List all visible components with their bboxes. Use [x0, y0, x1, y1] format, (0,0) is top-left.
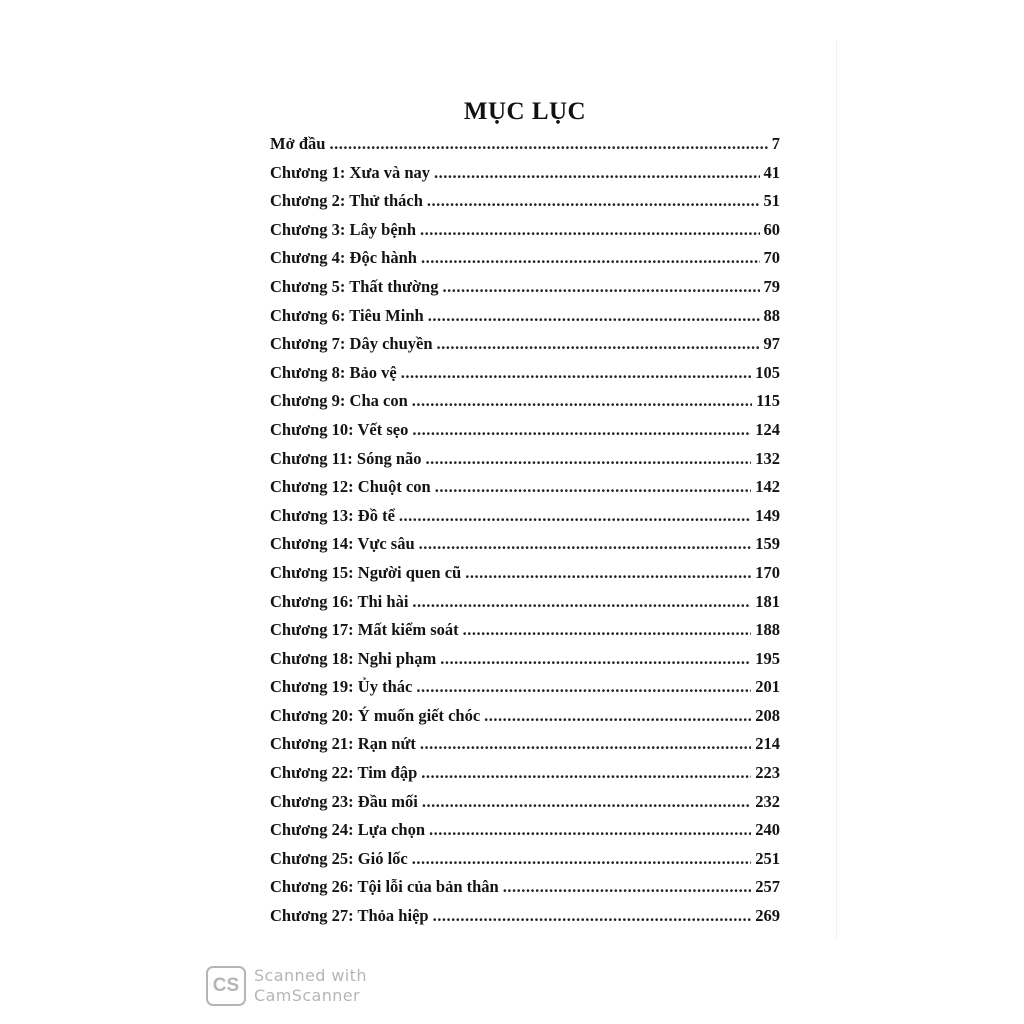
camscanner-watermark — [206, 966, 367, 1006]
toc-entry-label: Chương 24: Lựa chọn — [270, 820, 426, 840]
toc-entry-label: Chương 1: Xưa và nay — [270, 162, 431, 182]
toc-entry-page: 257 — [755, 877, 780, 897]
toc-entry — [270, 248, 780, 277]
toc-leader-dots — [484, 706, 751, 726]
toc-leader-dots — [428, 306, 760, 326]
toc-entry — [270, 706, 780, 735]
toc-entry-page: 195 — [755, 648, 780, 668]
toc-leader-dots — [440, 649, 751, 669]
toc-entry-page: 223 — [755, 763, 780, 783]
toc-entry-page: 188 — [755, 620, 780, 640]
toc-leader-dots — [420, 734, 751, 754]
toc-entry — [270, 449, 780, 478]
toc-title: MỤC LỤC — [463, 98, 587, 125]
toc-entry — [270, 363, 780, 392]
toc-entry — [270, 163, 780, 192]
toc-entry-page: 60 — [763, 219, 780, 239]
toc-leader-dots — [399, 506, 751, 526]
toc-entry — [270, 792, 780, 821]
toc-entry-page: 105 — [755, 362, 780, 382]
toc-entry-label: Chương 4: Độc hành — [270, 248, 417, 268]
toc-entry-page: 41 — [763, 162, 780, 182]
toc-entry — [270, 420, 780, 449]
camscanner-logo-icon: CS — [206, 966, 246, 1006]
toc-leader-dots — [422, 792, 751, 812]
toc-entry — [270, 563, 780, 592]
toc-entry — [270, 506, 780, 535]
toc-entry — [270, 677, 780, 706]
toc-entry-page: 208 — [755, 705, 780, 725]
toc-leader-dots — [463, 620, 752, 640]
toc-leader-dots — [416, 677, 751, 697]
toc-entry-label: Chương 7: Dây chuyền — [270, 334, 433, 354]
toc-leader-dots — [442, 277, 759, 297]
toc-entry-page: 269 — [755, 906, 780, 926]
watermark-line-1: Scanned with — [254, 966, 367, 985]
toc-entry — [270, 820, 780, 849]
toc-leader-dots — [421, 248, 760, 268]
toc-entry-label: Chương 10: Vết sẹo — [270, 419, 409, 439]
toc-leader-dots — [420, 220, 759, 240]
watermark-line-2: CamScanner — [254, 986, 361, 1005]
toc-entry — [270, 849, 780, 878]
toc-entry-label: Chương 20: Ý muốn giết chóc — [270, 705, 481, 725]
toc-entry-label: Chương 18: Nghi phạm — [270, 648, 437, 668]
toc-entry-label: Chương 26: Tội lỗi của bản thân — [270, 877, 499, 897]
toc-entry-label: Chương 13: Đồ tể — [270, 505, 395, 525]
toc-entry-label: Mở đầu — [270, 134, 326, 153]
toc-leader-dots — [429, 820, 751, 840]
toc-entry-page: 251 — [755, 848, 780, 868]
toc-entry-page: 201 — [755, 677, 780, 697]
toc-entry-label: Chương 25: Gió lốc — [270, 848, 408, 868]
toc-leader-dots — [329, 134, 767, 154]
toc-leader-dots — [412, 391, 752, 411]
toc-entry-label: Chương 3: Lây bệnh — [270, 219, 417, 239]
toc-entry-page: 170 — [755, 562, 780, 582]
toc-entry-page: 159 — [755, 534, 780, 554]
toc-entry — [270, 334, 780, 363]
toc-entry-page: 70 — [763, 248, 780, 268]
toc-leader-dots — [465, 563, 751, 583]
toc-entry-page: 149 — [755, 505, 780, 525]
toc-entry-label: Chương 14: Vực sâu — [270, 534, 415, 554]
toc-entry-label: Chương 27: Thỏa hiệp — [270, 906, 429, 926]
toc-entry — [270, 134, 780, 163]
toc-entry — [270, 534, 780, 563]
page-edge-divider — [836, 40, 837, 940]
toc-entry-page: 181 — [755, 591, 780, 611]
toc-entry-page: 124 — [755, 419, 780, 439]
toc-leader-dots — [412, 592, 751, 612]
toc-entry — [270, 649, 780, 678]
toc-entry-label: Chương 19: Ủy thác — [270, 677, 413, 697]
toc-entry — [270, 277, 780, 306]
toc-leader-dots — [433, 906, 752, 926]
toc-entry-label: Chương 6: Tiêu Minh — [270, 305, 424, 325]
toc-entry — [270, 877, 780, 906]
toc-entry — [270, 477, 780, 506]
toc-leader-dots — [427, 191, 760, 211]
toc-entry-label: Chương 17: Mất kiểm soát — [270, 620, 459, 640]
toc-entry-page: 214 — [755, 734, 780, 754]
toc-entry-page: 7 — [771, 134, 780, 153]
toc-leader-dots — [412, 849, 751, 869]
toc-leader-dots — [419, 534, 752, 554]
toc-leader-dots — [412, 420, 751, 440]
toc-entry-label: Chương 12: Chuột con — [270, 477, 431, 497]
toc-leader-dots — [434, 163, 759, 183]
toc-entry — [270, 306, 780, 335]
toc-entry-label: Chương 8: Bảo vệ — [270, 362, 397, 382]
toc-entry-label: Chương 5: Thất thường — [270, 276, 439, 296]
toc-entry-page: 240 — [755, 820, 780, 840]
toc-entry — [270, 391, 780, 420]
toc-entry-label: Chương 16: Thi hài — [270, 591, 409, 611]
toc-leader-dots — [503, 877, 752, 897]
toc-entry-label: Chương 11: Sóng não — [270, 448, 422, 468]
toc-entry-label: Chương 2: Thử thách — [270, 191, 423, 211]
toc-entry-page: 88 — [763, 305, 780, 325]
watermark-text — [254, 966, 367, 1006]
toc-entry — [270, 191, 780, 220]
toc-entry-page: 132 — [755, 448, 780, 468]
toc-entry — [270, 734, 780, 763]
toc-entry-label: Chương 21: Rạn nứt — [270, 734, 416, 754]
toc-entry — [270, 620, 780, 649]
toc-entry-label: Chương 22: Tim đập — [270, 763, 418, 783]
toc-entry — [270, 592, 780, 621]
toc-entry-page: 79 — [763, 276, 780, 296]
toc-entry-label: Chương 23: Đầu mối — [270, 791, 418, 811]
toc-leader-dots — [421, 763, 751, 783]
toc-list — [270, 134, 780, 935]
toc-entry-label: Chương 15: Người quen cũ — [270, 562, 462, 582]
toc-leader-dots — [437, 334, 760, 354]
toc-entry — [270, 906, 780, 935]
toc-entry-page: 97 — [763, 334, 780, 354]
toc-entry-label: Chương 9: Cha con — [270, 391, 408, 411]
toc-entry — [270, 763, 780, 792]
toc-entry-page: 232 — [755, 791, 780, 811]
toc-entry-page: 142 — [755, 477, 780, 497]
toc-entry — [270, 220, 780, 249]
toc-entry-page: 115 — [756, 391, 780, 411]
toc-leader-dots — [426, 449, 752, 469]
toc-entry-page: 51 — [763, 191, 780, 211]
toc-leader-dots — [435, 477, 752, 497]
toc-leader-dots — [401, 363, 751, 383]
